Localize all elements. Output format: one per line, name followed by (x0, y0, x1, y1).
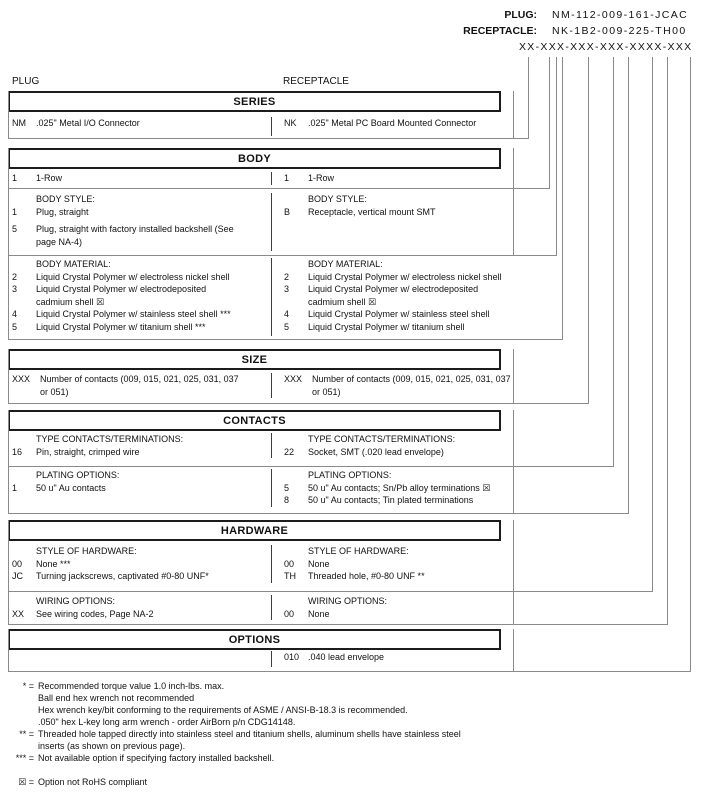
option-code: 5 (284, 482, 290, 493)
option-code: 1 (12, 173, 18, 183)
option-code: JC (12, 571, 23, 581)
section-header-size: SIZE (8, 349, 501, 370)
option-row (12, 117, 271, 130)
section-border (8, 91, 9, 138)
options-block (8, 651, 513, 667)
option-row (284, 482, 513, 495)
connector-line-contacts-plating (628, 57, 629, 514)
option-desc: Pin, straight, crimped wire (36, 446, 140, 457)
section-header-options: OPTIONS (8, 629, 501, 650)
option-row (12, 321, 271, 334)
size-receptacle-column (271, 373, 513, 398)
option-row (12, 308, 271, 321)
option-row (12, 283, 271, 308)
body-style-receptacle-column (271, 193, 513, 251)
hardware-style-block (8, 545, 513, 583)
footnote-row (0, 692, 698, 704)
receptacle-pn-value: NK-1B2-009-225-TH00 (552, 25, 687, 37)
option-row (12, 446, 271, 459)
option-row (284, 446, 513, 459)
options-receptacle-column (271, 651, 513, 667)
option-row (12, 482, 271, 495)
option-desc: Threaded hole, #0-80 UNF ** (308, 571, 425, 581)
section-border (513, 91, 514, 138)
footnote-text: Hex wrench key/bit conforming to the requirements of ASME / ANSI-B-18.3 is recommended. (38, 705, 408, 715)
footnote-row (0, 752, 698, 764)
option-desc: Liquid Crystal Polymer w/ stainless steel shell *** (36, 309, 231, 319)
option-code: 00 (284, 558, 295, 569)
option-desc: None *** (36, 558, 71, 569)
contacts-plating-block (8, 469, 513, 507)
receptacle-column-label: RECEPTACLE (283, 76, 349, 87)
option-desc: Liquid Crystal Polymer w/ electrodeposited cadmium shell ☒ (308, 284, 479, 307)
divider-contacts-bottom (8, 513, 629, 514)
hardware-style-plug-column (8, 545, 271, 583)
subsection-title: BODY MATERIAL: (36, 259, 111, 269)
divider-hardware-style (8, 591, 653, 592)
option-code: 1 (12, 206, 18, 217)
size-block (8, 373, 513, 398)
option-desc: Plug, straight (36, 206, 89, 217)
divider-options-bottom (8, 671, 691, 672)
option-code: 8 (284, 495, 290, 505)
option-desc: .025" Metal I/O Connector (36, 118, 140, 128)
divider-size-bottom (8, 403, 589, 404)
wiring-plug-column (8, 595, 271, 620)
option-row (284, 570, 513, 583)
section-border (513, 148, 514, 255)
footnote-marker (0, 740, 38, 752)
option-row (12, 558, 271, 571)
series-block (8, 117, 513, 136)
option-desc: 50 u" Au contacts (36, 482, 106, 493)
footnote-marker: * = (22, 681, 34, 691)
footnote-text: .050" hex L-key long arm wrench - order AirBorn p/n CDG14148. (38, 717, 296, 727)
option-code: 22 (284, 446, 295, 457)
option-row (284, 321, 513, 334)
option-desc: None (308, 558, 330, 569)
section-border (513, 520, 514, 624)
footnote-row (0, 716, 698, 728)
section-border (513, 410, 514, 513)
option-desc: Liquid Crystal Polymer w/ electroless nickel shell (36, 271, 230, 282)
connector-line-series (528, 57, 529, 139)
option-code: 4 (12, 309, 18, 319)
connector-line-body-style (556, 57, 557, 256)
option-desc: Number of contacts (009, 015, 021, 025, 031, 037 or 051) (312, 374, 511, 397)
subsection-title: BODY STYLE: (308, 194, 367, 204)
option-desc: Receptacle, vertical mount SMT (308, 206, 436, 217)
option-row (284, 172, 513, 185)
footnote-text: inserts (as shown on previous page). (38, 741, 186, 751)
footnote-text: Ball end hex wrench not recommended (38, 693, 195, 703)
option-desc: 50 u" Au contacts; Sn/Pb alloy terminations ☒ (308, 482, 491, 493)
footnote-marker (0, 704, 38, 716)
divider-series-bottom (8, 138, 529, 139)
plating-plug-column (8, 469, 271, 507)
option-code: TH (284, 571, 296, 581)
series-plug-column (8, 117, 271, 136)
option-desc: .025" Metal PC Board Mounted Connector (308, 118, 477, 128)
plating-receptacle-column (271, 469, 513, 507)
section-border (8, 629, 9, 671)
connector-line-hardware-style (652, 57, 653, 592)
option-code: 2 (284, 271, 290, 282)
option-desc: Turning jackscrews, captivated #0-80 UNF* (36, 571, 209, 581)
connector-line-contacts-type (613, 57, 614, 467)
option-desc: None (308, 608, 330, 619)
section-border (8, 410, 9, 513)
subsection-title: TYPE CONTACTS/TERMINATIONS: (36, 434, 184, 444)
contacts-type-plug-column (8, 433, 271, 458)
option-desc: 1-Row (36, 173, 63, 183)
footnote-text: Threaded hole tapped directly into stainless steel and titanium shells, aluminum shells have stainless steel (38, 729, 461, 739)
body-material-block (8, 258, 513, 336)
footnote-marker: *** = (15, 753, 34, 763)
option-code: B (284, 206, 291, 217)
subsection-title: WIRING OPTIONS: (36, 596, 116, 606)
option-row (284, 283, 513, 308)
receptacle-pn-label: RECEPTACLE: (463, 25, 537, 37)
divider-contacts-type (8, 466, 614, 467)
option-desc: Liquid Crystal Polymer w/ electroless nickel shell (308, 271, 502, 282)
option-code: 5 (12, 224, 18, 234)
option-row (12, 373, 271, 398)
footnote-marker: ** = (19, 729, 34, 739)
subsection-title: BODY STYLE: (36, 194, 95, 204)
section-border (8, 520, 9, 624)
subsection-title: BODY MATERIAL: (308, 259, 383, 269)
section-border (8, 349, 9, 403)
body-material-plug-column (8, 258, 271, 336)
option-desc: Number of contacts (009, 015, 021, 025, 031, 037 or 051) (40, 374, 239, 397)
plug-pn-value: NM-112-009-161-JCAC (552, 9, 689, 21)
option-code: XXX (12, 374, 31, 384)
option-desc: 1-Row (308, 173, 335, 183)
section-border (8, 148, 9, 339)
body-row-block (8, 172, 513, 185)
footnote-row (0, 680, 698, 692)
footnote-row (0, 704, 698, 716)
hardware-wiring-block (8, 595, 513, 620)
plug-pn-label: PLUG: (504, 9, 537, 21)
body-row-plug-column (8, 172, 271, 185)
option-desc: Liquid Crystal Polymer w/ titanium shell *** (36, 321, 206, 332)
option-code: 3 (284, 284, 290, 294)
footnote-marker (0, 692, 38, 704)
subsection-title: PLATING OPTIONS: (308, 470, 392, 480)
section-border (513, 349, 514, 403)
section-header-series: SERIES (8, 91, 501, 112)
connector-line-hardware-wiring (667, 57, 668, 625)
option-code: 010 (284, 652, 300, 662)
option-code: 3 (12, 284, 18, 294)
option-code: NM (12, 118, 26, 128)
option-row (12, 608, 271, 621)
rohs-box-icon: ☒ = (18, 777, 34, 787)
footnote-marker (0, 716, 38, 728)
option-desc: .040 lead envelope (308, 652, 385, 662)
body-row-receptacle-column (271, 172, 513, 185)
subsection-title: STYLE OF HARDWARE: (308, 546, 409, 556)
option-code: 1 (12, 482, 18, 493)
option-row (12, 570, 271, 583)
option-code: 16 (12, 446, 23, 457)
series-receptacle-column (271, 117, 513, 136)
option-desc: Socket, SMT (.020 lead envelope) (308, 446, 444, 457)
option-row (284, 117, 513, 130)
option-code: XX (12, 608, 25, 619)
options-plug-column (8, 651, 271, 667)
size-plug-column (8, 373, 271, 398)
footnote-row (0, 740, 698, 752)
option-desc: Liquid Crystal Polymer w/ electrodeposited cadmium shell ☒ (36, 284, 207, 307)
body-material-receptacle-column (271, 258, 513, 336)
footnote-text: Not available option if specifying factory installed backshell. (38, 753, 275, 763)
option-row (12, 271, 271, 284)
option-desc: Liquid Crystal Polymer w/ titanium shell (308, 321, 465, 332)
footnote-text: Option not RoHS compliant (38, 777, 148, 787)
option-row (12, 206, 271, 219)
option-code: 1 (284, 173, 290, 183)
option-code: 4 (284, 309, 290, 319)
footnote-row-rohs (0, 776, 698, 788)
option-row (284, 608, 513, 621)
connector-line-options (690, 57, 691, 672)
pn-mask: XX-XXX-XXX-XXX-XXXX-XXX (519, 41, 693, 53)
contacts-type-block (8, 433, 513, 458)
subsection-title: PLATING OPTIONS: (36, 470, 120, 480)
subsection-title: WIRING OPTIONS: (308, 596, 388, 606)
section-border (513, 629, 514, 671)
option-desc: See wiring codes, Page NA-2 (36, 608, 154, 619)
subsection-title: STYLE OF HARDWARE: (36, 546, 137, 556)
option-row (284, 373, 513, 398)
wiring-receptacle-column (271, 595, 513, 620)
option-code: 5 (12, 321, 18, 332)
option-code: 5 (284, 321, 290, 332)
option-row (284, 558, 513, 571)
contacts-type-receptacle-column (271, 433, 513, 458)
body-style-block (8, 193, 513, 251)
body-style-plug-column (8, 193, 271, 251)
option-code: XXX (284, 374, 303, 384)
option-desc: Plug, straight with factory installed backshell (See page NA-4) (36, 224, 234, 247)
subsection-title: TYPE CONTACTS/TERMINATIONS: (308, 434, 456, 444)
section-header-contacts: CONTACTS (8, 410, 501, 431)
section-header-hardware: HARDWARE (8, 520, 501, 541)
connector-line-body-material (562, 57, 563, 340)
hardware-style-receptacle-column (271, 545, 513, 583)
option-row (284, 651, 513, 664)
option-code: 2 (12, 271, 18, 282)
section-header-body: BODY (8, 148, 501, 169)
connector-line-body-row (549, 57, 550, 189)
plug-column-label: PLUG (12, 76, 40, 87)
option-row (284, 494, 513, 507)
footnotes (0, 680, 698, 788)
option-desc: Liquid Crystal Polymer w/ stainless steel shell (308, 309, 490, 319)
option-code: NK (284, 118, 297, 128)
option-code: 00 (12, 558, 23, 569)
divider-body-style (8, 255, 557, 256)
divider-body-bottom (8, 339, 563, 340)
option-row (284, 271, 513, 284)
footnote-text: Recommended torque value 1.0 inch-lbs. max. (38, 681, 225, 691)
option-desc: 50 u" Au contacts; Tin plated terminations (308, 495, 474, 505)
connector-line-size (588, 57, 589, 404)
footnote-row (0, 728, 698, 740)
option-code: 00 (284, 608, 295, 619)
divider-hardware-bottom (8, 624, 668, 625)
option-row (284, 206, 513, 219)
option-row (12, 172, 271, 185)
divider-body-row (8, 188, 550, 189)
option-row (12, 223, 271, 248)
option-row (284, 308, 513, 321)
